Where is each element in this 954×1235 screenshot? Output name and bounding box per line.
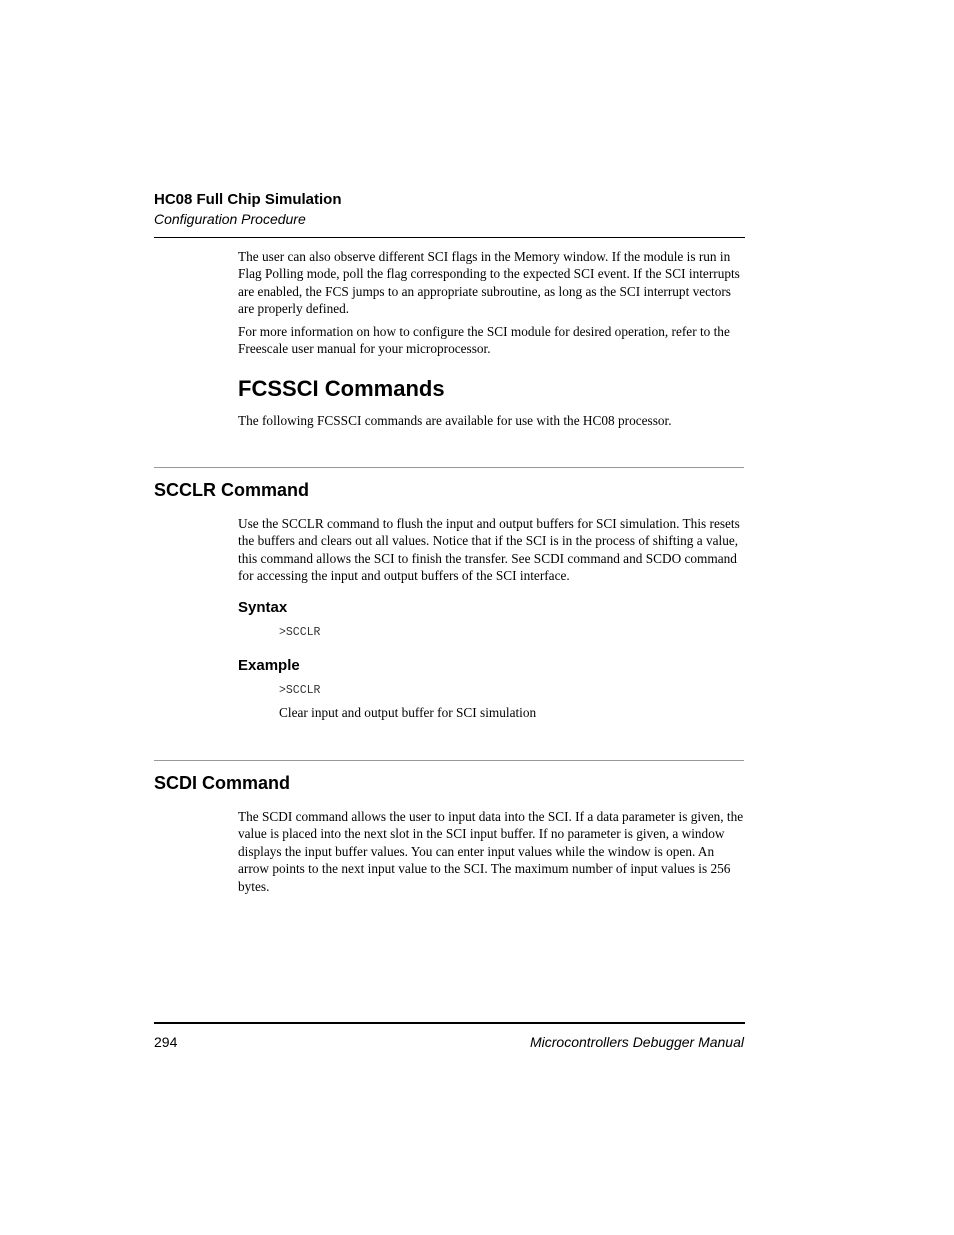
scdi-paragraph: The SCDI command allows the user to input data into the SCI. If a data parameter is given, the value is placed into the next slot in the SCI input buffer. If no parameter is given, a window displays the input buffer values. You can enter input values while the window is open. An arrow points to the next input value to the SCI. The maximum number of input values is 256 bytes. [238,809,744,894]
scdi-heading: SCDI Command [154,773,291,793]
intro-paragraph-1: The user can also observe different SCI flags in the Memory window. If the module is run in Flag Polling mode, poll the flag corresponding to the expected SCI event. If the SCI interrupts are enabled, the FCS jumps to an appropriate subroutine, as long as the SCI interrupt vectors are properly defined. [238,249,740,317]
example-description: Clear input and output buffer for SCI simulation [279,705,537,720]
footer-rule [154,1022,745,1024]
fcssci-heading: FCSSCI Commands [238,376,445,401]
syntax-code: >SCCLR [279,626,321,639]
scclr-paragraph: Use the SCCLR command to flush the input and output buffers for SCI simulation. This resets the buffers and clears out all values. Notice that if the SCI is in the process of shifting a value, this command allows the SCI to finish the transfer. See SCDI command and SCDO command for accessing the input and output buffers of the SCI interface. [238,516,740,584]
footer-manual-title: Microcontrollers Debugger Manual [530,1034,744,1050]
section-rule [154,760,744,761]
running-header-title: HC08 Full Chip Simulation [154,191,342,208]
header-rule [154,237,745,238]
syntax-heading: Syntax [238,599,288,616]
example-code: >SCCLR [279,684,321,697]
scclr-heading: SCCLR Command [154,480,310,500]
running-header-subtitle: Configuration Procedure [154,211,306,227]
fcssci-paragraph: The following FCSSCI commands are available for use with the HC08 processor. [238,413,672,428]
example-heading: Example [238,657,300,674]
intro-paragraph-2: For more information on how to configure the SCI module for desired operation, refer to the Freescale user manual for your microprocessor. [238,324,730,357]
page-number: 294 [154,1034,178,1050]
section-rule [154,467,744,468]
